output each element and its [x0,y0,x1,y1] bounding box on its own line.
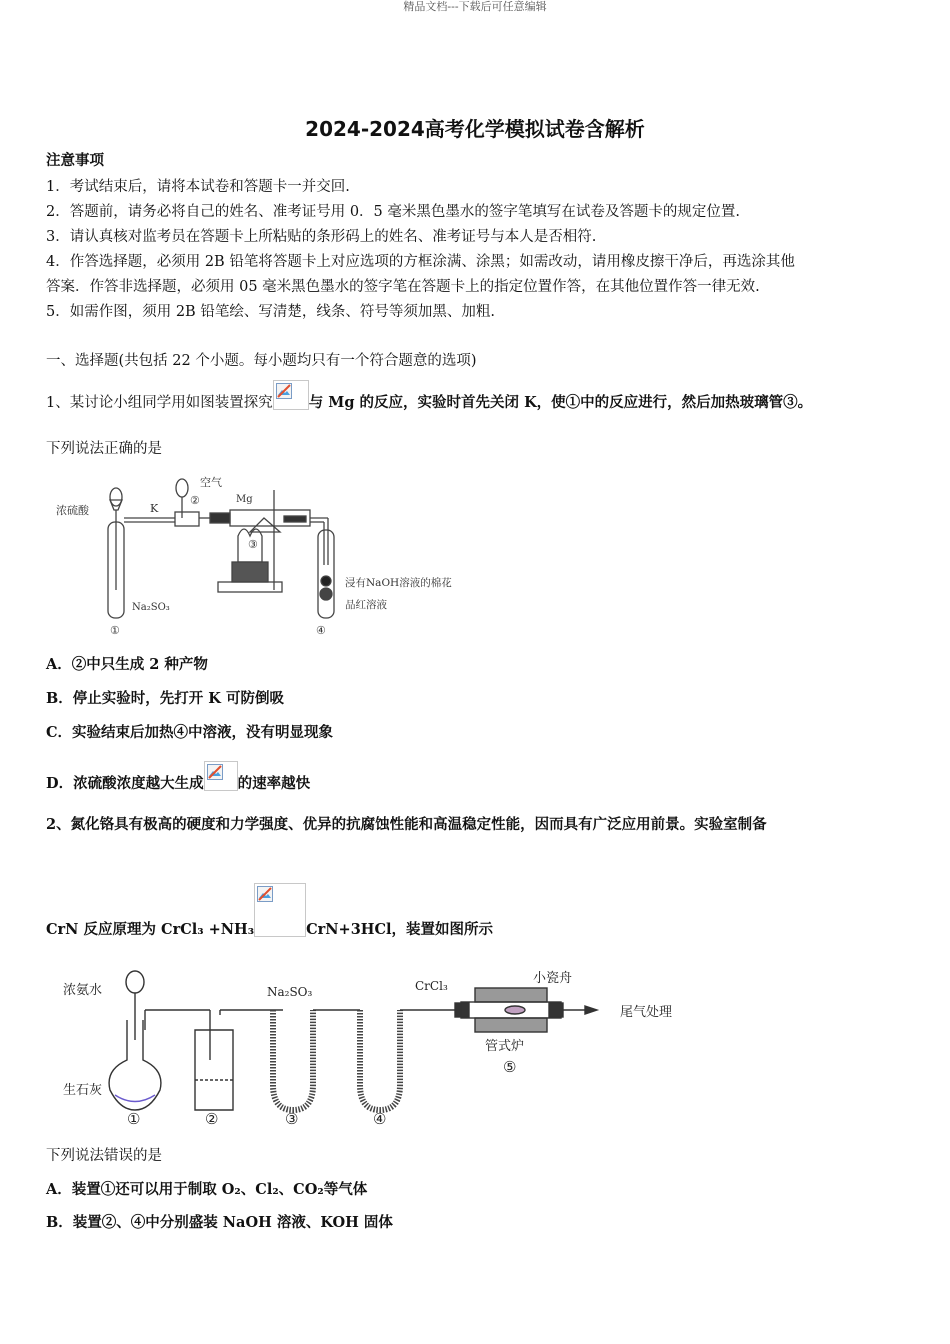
option-c: C．实验结束后加热④中溶液，没有明显现象 [46,724,334,741]
figure-label: 小瓷舟 [533,971,573,986]
q2-option-a: A．装置①还可以用于制取 O₂、Cl₂、CO₂等气体 [46,1181,368,1198]
question-2-stem-line2 [46,903,493,957]
figure-label: ① [110,624,120,637]
notice-item: 4．作答选择题，必须用 2B 铅笔将答题卡上对应选项的方框涂满、涂黑；如需改动，请用橡皮擦干净后，再选涂其他 [46,254,795,270]
notice-item: 5．如需作图，须用 2B 铅笔绘、写清楚，线条、符号等须加黑、加粗. [46,304,495,320]
page-header: 精品文档---下载后可任意编辑 [403,0,547,13]
q2-option-b: B．装置②、④中分别盛装 NaOH 溶液、KOH 固体 [46,1214,393,1231]
notice-heading: 注意事项 [46,152,104,169]
question-2-stem: 2、氮化铬具有极高的硬度和力学强度、优异的抗腐蚀性能和高温稳定性能，因而具有广泛应用前景。实验室制备 [46,816,767,833]
figure-label: CrCl₃ [415,979,448,993]
broken-image-icon [204,761,238,791]
figure-label: ③ [285,1110,299,1128]
figure-label: 管式炉 [485,1039,525,1054]
option-a: A．②中只生成 2 种产物 [46,656,208,673]
notice-item: 3．请认真核对监考员在答题卡上所粘贴的条形码上的姓名、准考证号与本人是否相符. [46,229,597,245]
broken-image-icon [254,883,306,937]
figure-label: ① [127,1110,141,1128]
page-title: 2024-2024高考化学模拟试卷含解析 [305,117,645,141]
q2-stem-part-b: CrN+3HCl，装置如图所示 [306,921,494,938]
q2-stem-part-a: CrN 反应原理为 CrCl₃ +NH₃ [46,921,255,938]
q1-stem-part-b: 与 Mg 的反应，实验时首先关闭 K，使①中的反应进行，然后加热玻璃管③。 [308,394,813,411]
figure-label: 浓硫酸 [56,504,89,517]
question-1-stem [46,388,812,418]
q1-stem-part-a: 1、某讨论小组同学用如图装置探究 [46,395,273,411]
section-heading: 一、选择题(共包括 22 个小题。每小题均只有一个符合题意的选项) [46,353,477,369]
figure-label: ③ [248,538,258,551]
figure-label: ② [190,494,200,507]
figure-label: ④ [316,624,326,637]
apparatus-figure-2 [55,960,695,1130]
question-1-prompt: 下列说法正确的是 [46,441,162,457]
figure-label: Na₂SO₃ [267,985,313,999]
notice-item: 2．答题前，请务必将自己的姓名、准考证号用 0．5 毫米黑色墨水的签字笔填写在试卷及答题卡的规定位置. [46,204,740,220]
notice-item: 1．考试结束后，请将本试卷和答题卡一并交回. [46,179,350,195]
figure-label: 生石灰 [63,1083,103,1098]
figure-label: 品红溶液 [345,599,387,611]
option-b: B．停止实验时，先打开 K 可防倒吸 [46,690,284,707]
option-d [46,769,310,799]
option-d-part-b: 的速率越快 [237,775,311,792]
figure-label: ⑤ [503,1058,517,1076]
broken-image-icon [273,380,309,410]
notice-item: 答案．作答非选择题，必须用 05 毫米黑色墨水的签字笔在答题卡上的指定位置作答，在其他位置作答一律无效. [46,279,760,295]
question-2-prompt: 下列说法错误的是 [46,1148,162,1164]
figure-label: ④ [373,1110,387,1128]
figure-label: 空气 [200,476,222,489]
figure-label: 浓氨水 [63,983,103,998]
figure-label: Na₂SO₃ [132,602,170,613]
figure-label: 尾气处理 [620,1005,673,1020]
figure-label: Mg [236,494,253,505]
figure-label: 浸有NaOH溶液的棉花 [345,577,452,589]
option-d-part-a: D．浓硫酸浓度越大生成 [46,775,204,792]
apparatus-figure-1 [50,470,490,640]
figure-label: ② [205,1110,219,1128]
figure-label: K [150,502,159,515]
